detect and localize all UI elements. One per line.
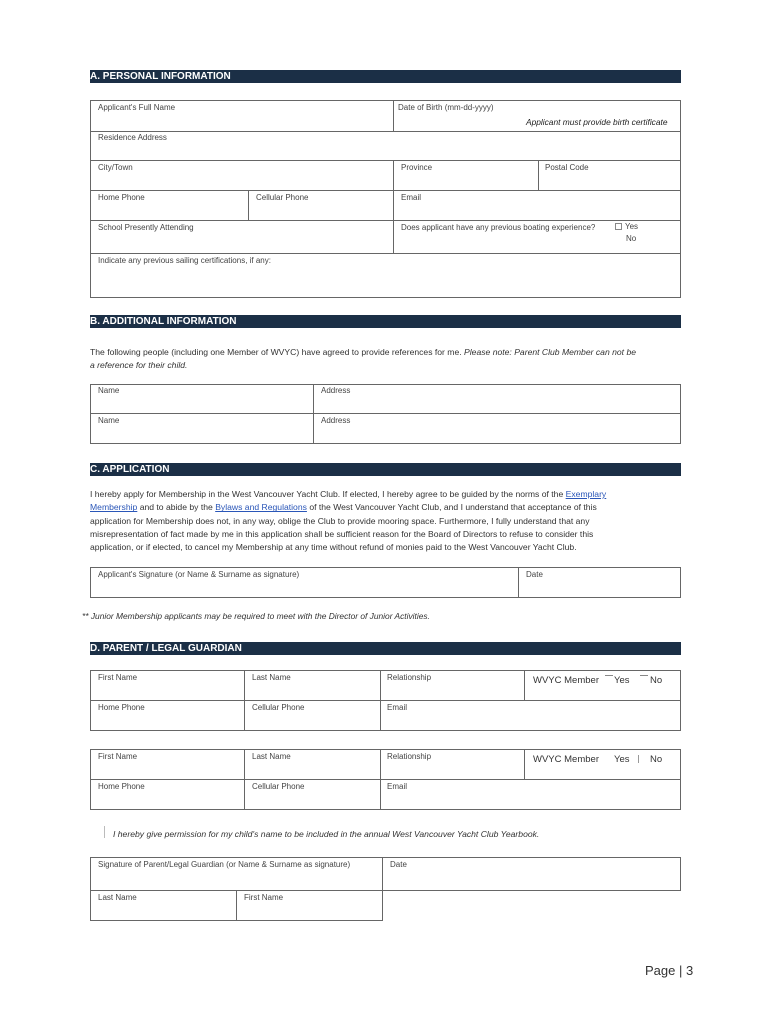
home-phone-field[interactable]: Home Phone — [98, 193, 145, 202]
school-field[interactable]: School Presently Attending — [98, 223, 194, 232]
guardian-1-cell-phone[interactable]: Cellular Phone — [252, 703, 305, 712]
reference-name-1[interactable]: Name — [98, 386, 120, 395]
permission-checkbox[interactable] — [104, 826, 105, 838]
references-intro: The following people (including one Member of WVYC) have agreed to provide references for me. Please note: Parent Club Member can not be a reference for their child. — [90, 347, 637, 371]
guardian-signature-field[interactable]: Signature of Parent/Legal Guardian (or Name & Surname as signature) — [98, 860, 351, 869]
yearbook-permission: I hereby give permission for my child's name to be included in the annual West Vancouver Yacht Club Yearbook. — [113, 829, 540, 839]
guardian-2-first-name[interactable]: First Name — [98, 752, 138, 761]
guardian-2-yes-label: Yes — [614, 754, 630, 765]
section-c-heading: C. APPLICATION — [90, 463, 681, 476]
province-field[interactable]: Province — [401, 163, 433, 172]
guardian-2-wvyc-label: WVYC Member — [533, 754, 599, 765]
guardian-2-no-checkbox[interactable] — [638, 755, 639, 763]
page-number: Page | 3 — [645, 963, 694, 978]
guardian-1-wvyc-label: WVYC Member — [533, 675, 599, 686]
application-paragraph: I hereby apply for Membership in the West Vancouver Yacht Club. If elected, I hereby agree to be guided by the norms of the Exemplary Membership and to abide by the Bylaws and Regulations of the West Vancouver Yacht Club, and I understand that acceptance of this application for Membership does not, in any way, oblige the Club to provide mooring space. Furthermore, I fully understand that any misrepresentation of fact made by me in this application shall be sufficient reason for the Board of Directors to refuse to consider this application, or if elected, to cancel my Membership at any time without refund of monies paid to the West Vancouver Yacht Club. — [90, 489, 607, 553]
section-a-heading: A. PERSONAL INFORMATION — [90, 70, 681, 83]
bylaws-link[interactable]: Bylaws and Regulations — [215, 502, 307, 513]
boating-no-label: No — [626, 234, 637, 243]
boating-yes-checkbox[interactable] — [615, 223, 622, 230]
applicant-name-field[interactable]: Applicant's Full Name — [98, 103, 176, 112]
references-table — [90, 384, 681, 444]
section-b-heading: B. ADDITIONAL INFORMATION — [90, 315, 681, 328]
reference-address-1[interactable]: Address — [321, 386, 351, 395]
guardian-first-name-field[interactable]: First Name — [244, 893, 284, 902]
birth-cert-note: Applicant must provide birth certificate — [526, 117, 668, 127]
postal-code-field[interactable]: Postal Code — [545, 163, 589, 172]
guardian-1-email[interactable]: Email — [387, 703, 408, 712]
email-field[interactable]: Email — [401, 193, 422, 202]
guardian-1-yes-checkbox[interactable] — [605, 675, 613, 676]
guardian-2-cell-phone[interactable]: Cellular Phone — [252, 782, 305, 791]
guardian-1-no-label: No — [650, 675, 663, 686]
residence-address-field[interactable]: Residence Address — [98, 133, 167, 142]
guardian-1-relationship[interactable]: Relationship — [387, 673, 432, 682]
guardian-1-last-name[interactable]: Last Name — [252, 673, 291, 682]
boating-yes-label: Yes — [625, 222, 639, 231]
guardian-1-no-checkbox[interactable] — [640, 675, 648, 676]
exemplary-membership-link-cont[interactable]: Membership — [90, 502, 138, 513]
guardian-2-home-phone[interactable]: Home Phone — [98, 782, 145, 791]
applicant-date-field[interactable]: Date — [526, 570, 543, 579]
reference-address-2[interactable]: Address — [321, 416, 351, 425]
junior-note: ** Junior Membership applicants may be required to meet with the Director of Junior Activities. — [82, 611, 430, 621]
guardian-date-field[interactable]: Date — [390, 860, 407, 869]
boating-question: Does applicant have any previous boating experience? — [401, 223, 596, 232]
guardian-2-relationship[interactable]: Relationship — [387, 752, 432, 761]
city-field[interactable]: City/Town — [98, 163, 133, 172]
guardian-2-last-name[interactable]: Last Name — [252, 752, 291, 761]
guardian-1-home-phone[interactable]: Home Phone — [98, 703, 145, 712]
personal-info-table — [90, 100, 681, 298]
exemplary-membership-link[interactable]: Exemplary — [565, 489, 607, 499]
guardian-1-first-name[interactable]: First Name — [98, 673, 138, 682]
section-d-heading: D. PARENT / LEGAL GUARDIAN — [90, 642, 681, 655]
guardian-last-name-field[interactable]: Last Name — [98, 893, 137, 902]
reference-name-2[interactable]: Name — [98, 416, 120, 425]
applicant-signature-field[interactable]: Applicant's Signature (or Name & Surname as signature) — [98, 570, 300, 579]
certifications-field[interactable]: Indicate any previous sailing certifications, if any: — [98, 256, 271, 265]
guardian-2-email[interactable]: Email — [387, 782, 408, 791]
dob-field[interactable]: Date of Birth (mm-dd-yyyy) — [398, 103, 494, 112]
guardian-1-yes-label: Yes — [614, 675, 630, 686]
guardian-2-no-label: No — [650, 754, 663, 765]
cell-phone-field[interactable]: Cellular Phone — [256, 193, 309, 202]
